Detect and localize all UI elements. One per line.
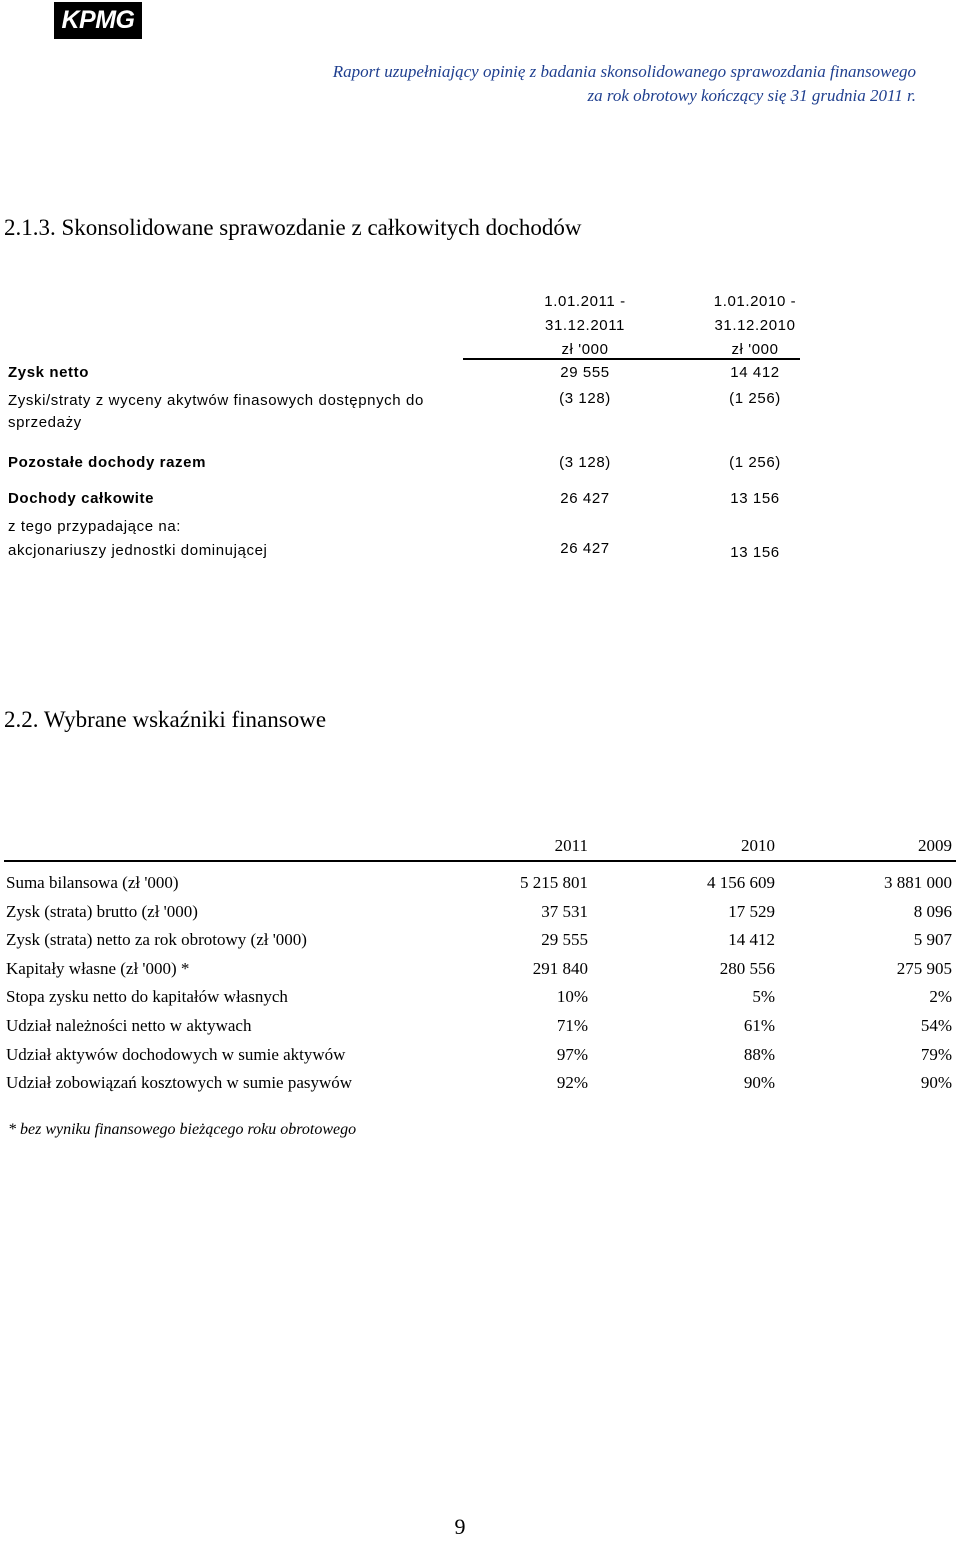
row-label-total-income: Dochody całkowite (8, 490, 155, 507)
indicator-label: Zysk (strata) netto za rok obrotowy (zł '000) (6, 930, 307, 949)
indicator-value-2011: 97% (556, 1045, 588, 1064)
indicator-label: Udział aktywów dochodowych w sumie aktywów (6, 1045, 346, 1064)
indicator-label: Suma bilansowa (zł '000) (6, 873, 179, 892)
indicator-value-2011: 71% (556, 1016, 588, 1035)
indicator-value-2011: 291 840 (532, 959, 588, 978)
indicator-label: Zysk (strata) brutto (zł '000) (6, 902, 198, 921)
header-rule (463, 358, 800, 360)
label-line1: Zyski/straty z wyceny akytwów finasowych dostępnych do (8, 392, 424, 409)
section-title-income: 2.1.3. Skonsolidowane sprawozdanie z całkowitych dochodów (4, 215, 582, 240)
value-2010: (1 256) (729, 454, 781, 471)
row-label-shareholders: akcjonariuszy jednostki dominującej (8, 542, 268, 559)
row-label-fvoci (8, 390, 424, 434)
indicator-value-2009: 3 881 000 (884, 873, 952, 892)
period-line1: 1.01.2011 - (544, 293, 626, 310)
indicator-value-2011: 92% (556, 1073, 588, 1092)
indicator-value-2010: 5% (752, 987, 775, 1006)
year-header-2010: 2010 (741, 836, 775, 855)
footnote: * bez wyniku finansowego bieżącego roku obrotowego (8, 1121, 357, 1138)
value-2011: (3 128) (559, 390, 611, 407)
indicator-value-2010: 17 529 (728, 902, 775, 921)
value-2010: 14 412 (730, 364, 780, 381)
row-label-attributable: z tego przypadające na: (8, 518, 182, 535)
indicator-value-2009: 5 907 (913, 930, 952, 949)
indicator-value-2009: 2% (929, 987, 952, 1006)
unit-label: zł '000 (561, 341, 609, 358)
indicator-value-2010: 61% (743, 1016, 775, 1035)
indicator-value-2011: 5 215 801 (520, 873, 588, 892)
indicators-header-rule (4, 860, 956, 862)
unit-label: zł '000 (731, 341, 779, 358)
indicator-label: Kapitały własne (zł '000) * (6, 959, 190, 978)
indicator-value-2011: 10% (556, 987, 588, 1006)
kpmg-logo: KPMG (54, 2, 142, 39)
value-2011: 26 427 (560, 540, 610, 557)
year-header-2009: 2009 (918, 836, 952, 855)
column-header-2010 (670, 290, 840, 362)
indicator-value-2009: 275 905 (896, 959, 952, 978)
column-header-2011 (500, 290, 670, 362)
period-line1: 1.01.2010 - (713, 293, 797, 310)
section-title-indicators: 2.2. Wybrane wskaźniki finansowe (4, 707, 327, 732)
indicator-value-2011: 29 555 (541, 930, 588, 949)
value-2011: 29 555 (560, 364, 610, 381)
indicator-value-2010: 280 556 (719, 959, 775, 978)
indicator-value-2009: 54% (920, 1016, 952, 1035)
indicator-value-2010: 90% (743, 1073, 775, 1092)
report-header-line2: za rok obrotowy kończący się 31 grudnia 2011 r. (587, 86, 916, 105)
value-2011: 26 427 (560, 490, 610, 507)
label-line2: sprzedaży (8, 414, 82, 431)
indicator-value-2010: 4 156 609 (707, 873, 775, 892)
value-2010: 13 156 (730, 490, 780, 507)
value-2011: (3 128) (559, 454, 611, 471)
indicator-value-2011: 37 531 (541, 902, 588, 921)
indicator-value-2009: 8 096 (913, 902, 952, 921)
report-header-line1: Raport uzupełniający opinię z badania skonsolidowanego sprawozdania finansowego (332, 62, 916, 81)
period-line2: 31.12.2011 (545, 317, 625, 334)
value-2010: 13 156 (730, 544, 780, 561)
indicator-label: Udział należności netto w aktywach (6, 1016, 252, 1035)
period-line2: 31.12.2010 (714, 317, 796, 334)
indicator-value-2010: 14 412 (728, 930, 775, 949)
row-label-net-profit: Zysk netto (8, 364, 90, 381)
indicator-value-2010: 88% (743, 1045, 775, 1064)
year-header-2011: 2011 (554, 836, 588, 855)
page-number: 9 (454, 1514, 466, 1539)
indicator-value-2009: 79% (920, 1045, 952, 1064)
row-label-other-income: Pozostałe dochody razem (8, 454, 207, 471)
indicator-value-2009: 90% (920, 1073, 952, 1092)
report-header (333, 60, 916, 108)
indicator-label: Stopa zysku netto do kapitałów własnych (6, 987, 288, 1006)
indicator-label: Udział zobowiązań kosztowych w sumie pasywów (6, 1073, 353, 1092)
value-2010: (1 256) (729, 390, 781, 407)
